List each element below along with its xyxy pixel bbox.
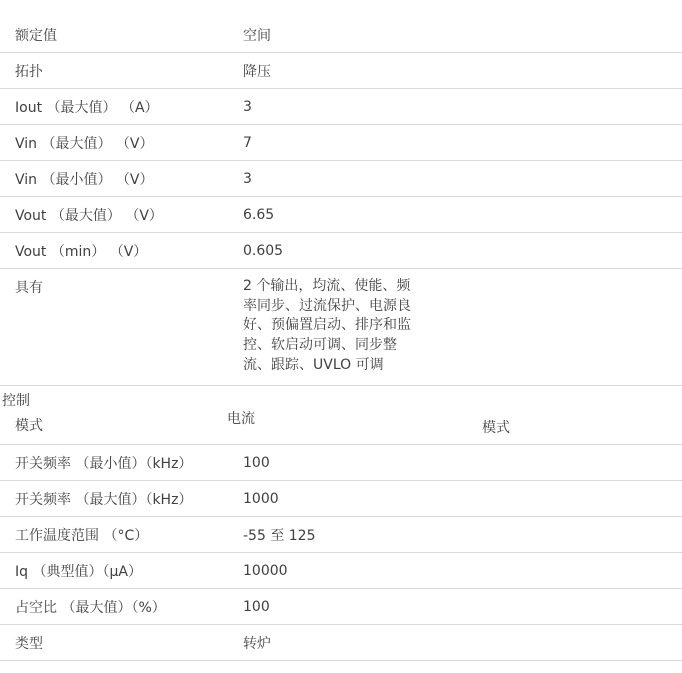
row-value: 3: [243, 98, 252, 115]
row-label: Vout （min） （V）: [15, 243, 148, 260]
row-label: 开关频率 （最大值）（kHz）: [15, 491, 193, 508]
row-label: Vin （最小值） （V）: [15, 171, 154, 188]
row-value: 10000: [243, 562, 288, 579]
row-label: 占空比 （最大值）（%）: [15, 599, 166, 616]
row-value: 1000: [243, 490, 279, 507]
row-value: 100: [243, 454, 270, 471]
spec-table: [0, 17, 682, 661]
row-value: 7: [243, 134, 252, 151]
row-label: 工作温度范围 （°C）: [15, 527, 149, 544]
table-row: [0, 161, 682, 197]
table-row: [0, 445, 682, 481]
row-value: 2 个输出，均流、使能、频率同步、过流保护、电源良好、预偏置启动、排序和监控、软启动可调、同步整流、跟踪、UVLO 可调: [243, 278, 411, 373]
row-value: 转炉: [243, 635, 271, 652]
row-value: 3: [243, 170, 252, 187]
table-row: [0, 481, 682, 517]
table-row: [0, 53, 682, 89]
control-mode-label-line1: 控制: [2, 393, 30, 409]
table-row-control-mode: [0, 386, 682, 445]
row-label: Vout （最大值） （V）: [15, 207, 163, 224]
row-value: 6.65: [243, 206, 275, 223]
row-label: 额定值: [15, 27, 57, 44]
table-row: [0, 17, 682, 53]
control-mode-value-part1: 电流: [227, 411, 255, 427]
table-row: [0, 553, 682, 589]
row-label: 拓扑: [15, 63, 43, 80]
row-value: -55 至 125: [243, 527, 316, 544]
row-label: 开关频率 （最小值）（kHz）: [15, 455, 193, 472]
row-label: Vin （最大值） （V）: [15, 135, 154, 152]
row-label: 具有: [15, 280, 43, 296]
table-row-features: [0, 269, 682, 386]
table-row: [0, 589, 682, 625]
row-value: 空间: [243, 27, 271, 44]
row-label: Iq （典型值）（μA）: [15, 563, 142, 580]
table-row: [0, 125, 682, 161]
row-label: Iout （最大值） （A）: [15, 99, 159, 116]
table-row: [0, 625, 682, 661]
table-row: [0, 233, 682, 269]
control-mode-label-line2: 模式: [15, 418, 43, 434]
control-mode-value-part2: 模式: [482, 420, 510, 436]
row-label: 类型: [15, 635, 43, 652]
row-value: 降压: [243, 63, 271, 80]
table-row: [0, 197, 682, 233]
table-row: [0, 89, 682, 125]
table-row: [0, 517, 682, 553]
row-value: 0.605: [243, 242, 284, 259]
row-value: 100: [243, 598, 270, 615]
